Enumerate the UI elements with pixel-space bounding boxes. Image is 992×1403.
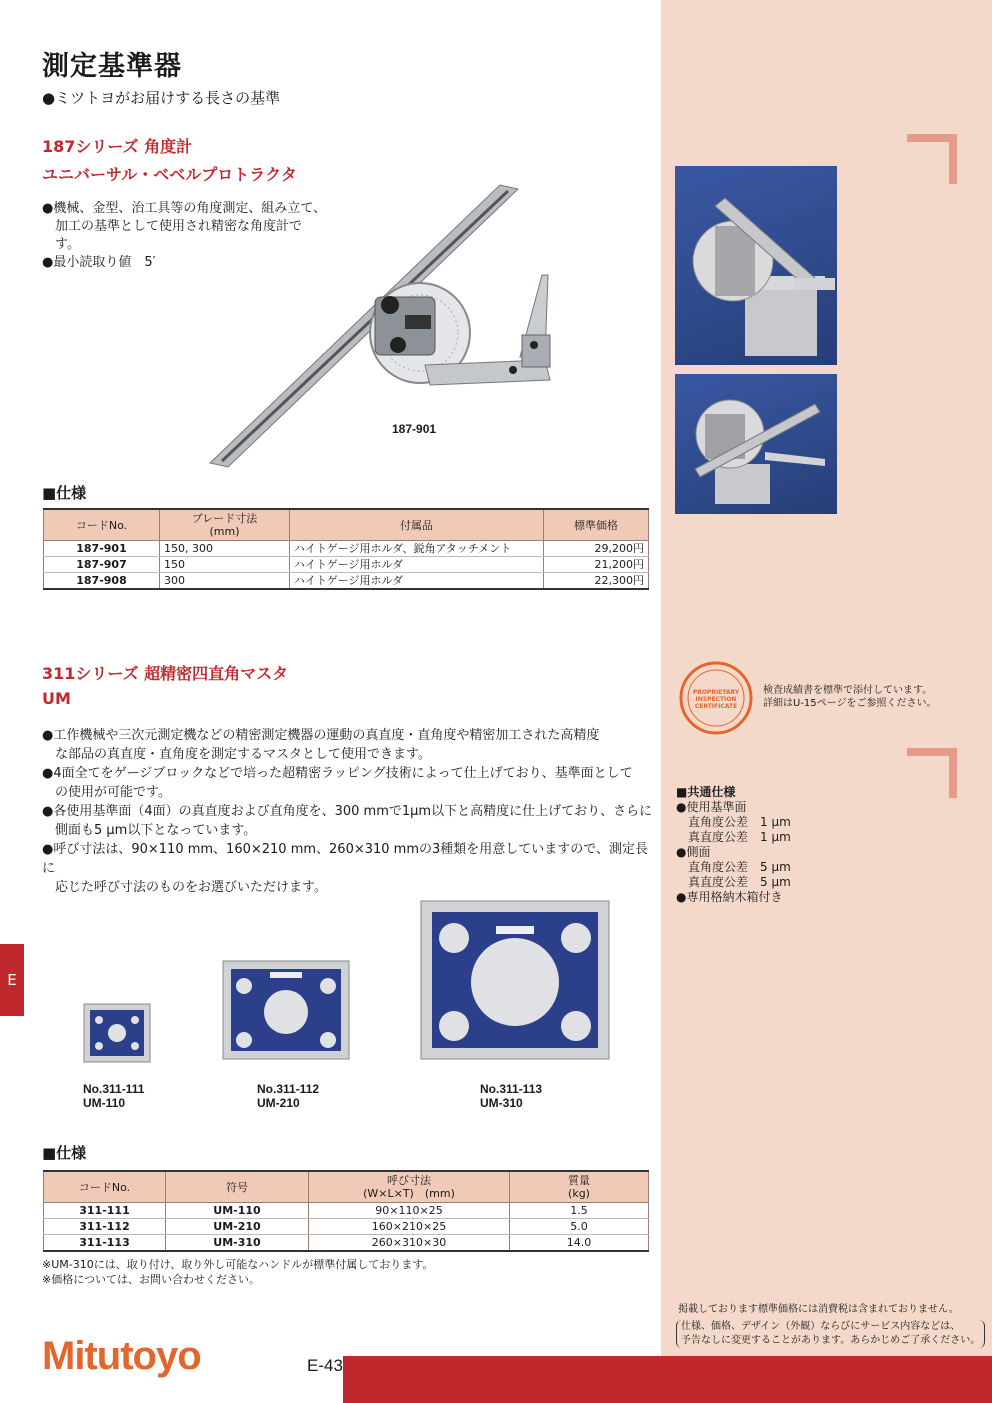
product-photo	[675, 166, 837, 365]
table-row: 187-908 300 ハイトゲージ用ホルダ 22,300円	[44, 573, 649, 590]
bullet-line: ●最小読取り値 5′	[42, 255, 156, 270]
page-subtitle: ●ミツトヨがお届けする長さの基準	[42, 89, 281, 107]
spec-table-187	[43, 508, 649, 590]
certificate-stamp-icon	[678, 660, 754, 736]
col-symbol: 符号	[166, 1171, 309, 1203]
bullet-line: ●各使用基準面（4面）の真直度および直角度を、300 mmで1μm以下と高精度に仕上げており、さらに	[42, 804, 653, 819]
mitutoyo-logo: Mitutoyo	[42, 1334, 201, 1378]
table-row: 187-907 150 ハイトゲージ用ホルダ 21,200円	[44, 557, 649, 573]
spec-heading: ■仕様	[42, 484, 87, 502]
product-caption: No.311-111 UM-110	[83, 1082, 145, 1110]
col-price: 標準価格	[544, 509, 649, 541]
bullet-line: 側面も5 μm以下となっています。	[42, 823, 257, 838]
svg-text:CERTIFICATE: CERTIFICATE	[694, 703, 738, 710]
table-notes: ※UM-310には、取り付け、取り外し可能なハンドルが標準付属しております。 ※価格については、お問い合わせください。	[42, 1258, 434, 1286]
section2-bullets	[42, 726, 654, 897]
square-master-um110	[80, 1000, 152, 1066]
image-caption: 187-901	[392, 422, 437, 436]
bullet-line: ●工作機械や三次元測定機などの精密測定機器の運動の真直度・直角度や精密加工された高精度	[42, 728, 600, 743]
table-row: 187-901 150, 300 ハイトゲージ用ホルダ、鋭角アタッチメント 29,200円	[44, 541, 649, 557]
product-photo	[675, 374, 837, 514]
square-master-um310	[418, 898, 612, 1062]
col-mass: 質量 (kg)	[510, 1171, 649, 1203]
tax-note: 掲載しております標準価格には消費税は含まれておりません。	[678, 1304, 959, 1315]
product-caption: No.311-112 UM-210	[257, 1082, 320, 1110]
bullet-line: す。	[42, 237, 80, 252]
spec-table-311	[43, 1170, 649, 1252]
square-master-um210	[220, 958, 352, 1062]
corner-mark	[907, 134, 957, 184]
col-size: 呼び寸法 (W×L×T) (mm)	[309, 1171, 510, 1203]
bullet-line: ●4面全てをゲージブロックなどで培った超精密ラッピング技術によって仕上げており、基準面として	[42, 766, 633, 781]
col-accessory: 付属品	[290, 509, 544, 541]
spec-heading: ■仕様	[42, 1144, 87, 1162]
change-notice: 仕様、価格、デザイン（外観）ならびにサービス内容などは、 予告なしに変更することがあります。あらかじめご了承ください。	[676, 1320, 985, 1348]
section2-series: 311シリーズ 超精密四直角マスタ	[42, 664, 289, 683]
bullet-line: 応じた呼び寸法のものをお選びいただけます。	[42, 880, 327, 895]
page-number: E-43	[307, 1356, 343, 1375]
bullet-line: な部品の真直度・直角度を測定するマスタとして使用できます。	[42, 747, 431, 762]
col-code: コードNo.	[44, 509, 160, 541]
bullet-line: ●呼び寸法は、90×110 mm、160×210 mm、260×310 mmの3種類を用意していますので、測定長に	[42, 842, 649, 876]
protractor-image	[200, 175, 570, 470]
table-row: 311-113 UM-310 260×310×30 14.0	[44, 1235, 649, 1252]
footer-bar	[343, 1356, 992, 1403]
table-row: 311-112 UM-210 160×210×25 5.0	[44, 1219, 649, 1235]
product-caption: No.311-113 UM-310	[480, 1082, 543, 1110]
table-row: 311-111 UM-110 90×110×25 1.5	[44, 1203, 649, 1219]
chapter-tab: E	[0, 944, 24, 1016]
certificate-text: 検査成績書を標準で添付しています。 詳細はU-15ページをご参照ください。	[763, 685, 937, 709]
section2-name: UM	[42, 689, 71, 708]
svg-text:PROPRIETARY: PROPRIETARY	[692, 689, 740, 696]
section1-series: 187シリーズ 角度計	[42, 137, 193, 156]
col-code: コードNo.	[44, 1171, 166, 1203]
bullet-line: ●機械、金型、治工具等の角度測定、組み立て、	[42, 201, 327, 216]
section1-name: ユニバーサル・ベベルプロトラクタ	[42, 165, 297, 184]
corner-mark	[907, 748, 957, 798]
bullet-line: 加工の基準として使用され精密な角度計で	[42, 219, 303, 234]
bullet-line: の使用が可能です。	[42, 785, 171, 800]
page-title: 測定基準器	[42, 51, 182, 82]
common-spec: ■共通仕様 ●使用基準面 直角度公差 1 μm 真直度公差 1 μm ●側面 直角度公差 5 μm 真直度公差 5 μm ●専用格納木箱付き	[676, 785, 791, 904]
col-blade: ブレード寸法 (mm)	[160, 509, 290, 541]
svg-text:INSPECTION: INSPECTION	[695, 696, 737, 703]
